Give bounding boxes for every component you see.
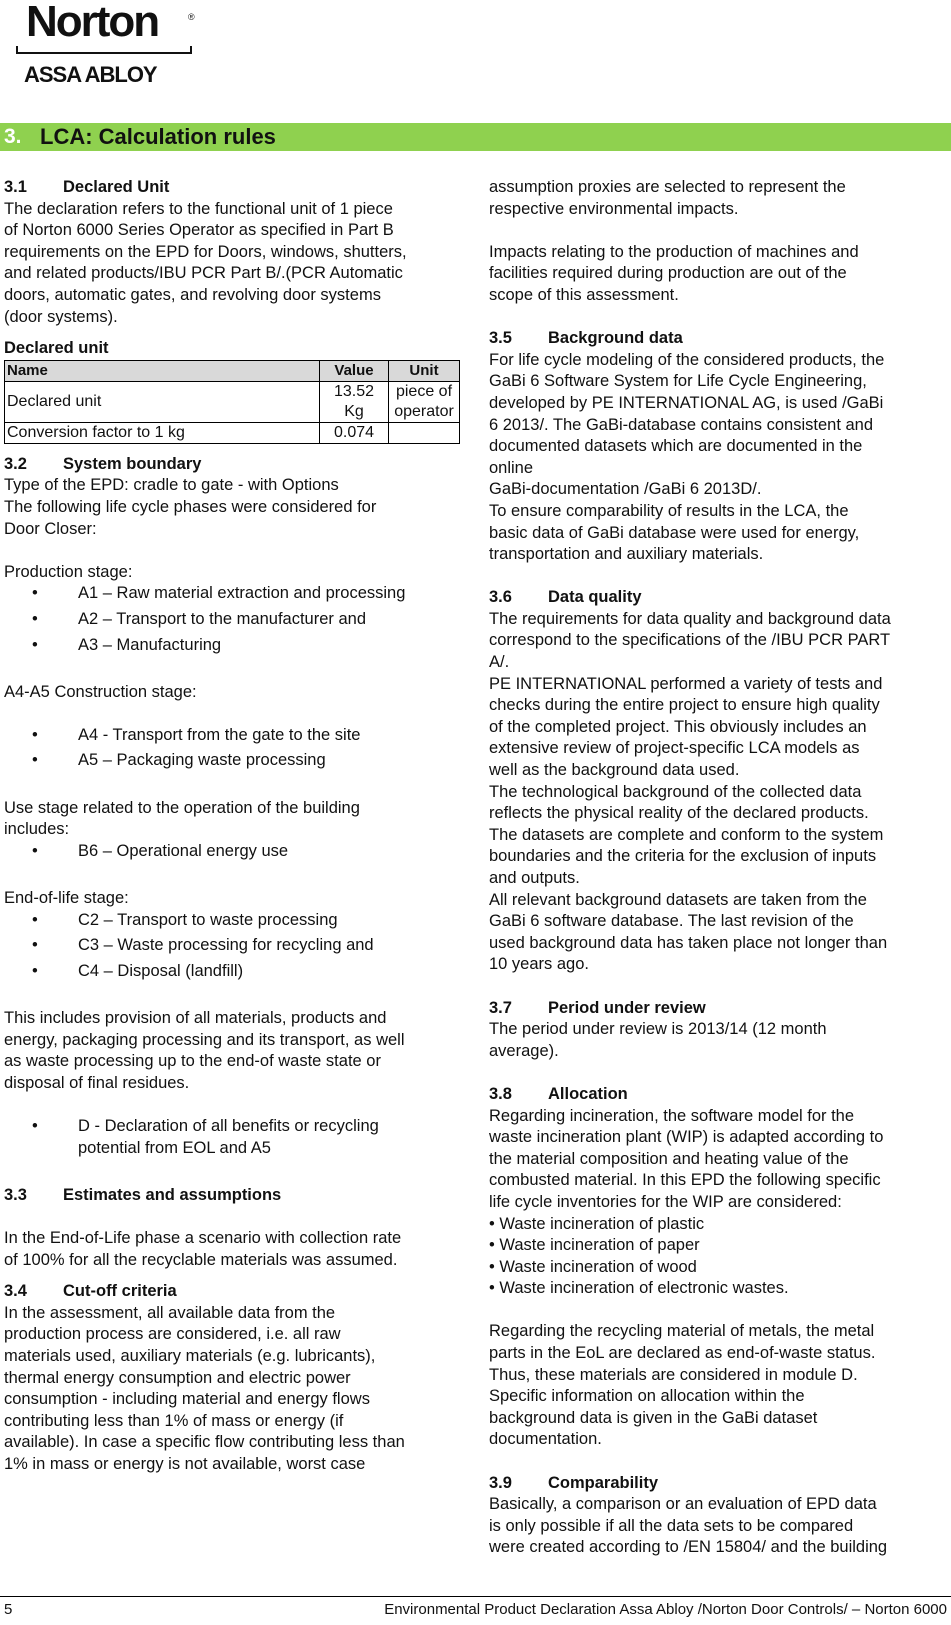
text-line: disposal of final residues. bbox=[4, 1073, 190, 1092]
text-line: documented datasets which are documented in the bbox=[489, 437, 863, 456]
text-line: life cycle inventories for the WIP are considered: bbox=[489, 1192, 842, 1211]
content bbox=[489, 566, 947, 588]
production-list bbox=[4, 583, 462, 656]
text-line: Thus, these materials are considered in module D. bbox=[489, 1365, 858, 1384]
text-line: of the completed project. This obviously includes an bbox=[489, 717, 867, 736]
text-line: Use stage related to the operation of the building bbox=[4, 798, 360, 817]
text-line: reflects the physical reality of the declared products. bbox=[489, 804, 869, 823]
content bbox=[389, 381, 460, 422]
content: 13.52 Kg bbox=[320, 381, 389, 422]
content: D - Declaration of all benefits or recycling bbox=[78, 1116, 379, 1135]
content bbox=[489, 976, 947, 998]
text-line: includes: bbox=[4, 820, 70, 839]
text-line: 1% in mass or energy is not available, worst case bbox=[4, 1454, 366, 1473]
list-item: • C3 – Waste processing for recycling and bbox=[4, 935, 462, 957]
heading-3-3 bbox=[4, 1185, 462, 1207]
text-line: (door systems). bbox=[4, 307, 118, 326]
text-line: of 100% for all the recyclable materials was assumed. bbox=[4, 1250, 398, 1269]
construction-stage-label: A4-A5 Construction stage: bbox=[4, 682, 197, 701]
content bbox=[4, 703, 462, 725]
content: 3.8 bbox=[489, 1084, 512, 1103]
content: 3.2 bbox=[4, 454, 27, 473]
text-line: assumption proxies are selected to represent the bbox=[489, 178, 846, 196]
text-line: boundaries and the criteria for the exclusion of inputs bbox=[489, 847, 877, 866]
content: Unit bbox=[389, 360, 460, 381]
text-line: 6 2013/. The GaBi-database contains consistent and bbox=[489, 415, 874, 434]
list-item: • A4 - Transport from the gate to the site bbox=[4, 725, 462, 747]
text-line: used background data has taken place not longer than bbox=[489, 933, 888, 952]
text-line: The following life cycle phases were considered for bbox=[4, 497, 377, 516]
section-title: LCA: Calculation rules bbox=[40, 124, 276, 149]
text-line: All relevant background datasets are taken from the bbox=[489, 890, 867, 909]
logo-registered-mark: ® bbox=[188, 12, 195, 22]
content: System boundary bbox=[63, 454, 202, 473]
list-item bbox=[4, 1116, 462, 1159]
use-list bbox=[4, 841, 462, 863]
text-line: GaBi 6 software database. The last revision of the bbox=[489, 912, 854, 931]
content bbox=[4, 1206, 462, 1228]
heading-3-1 bbox=[4, 177, 462, 199]
content: 3.3 bbox=[4, 1185, 27, 1204]
right-column bbox=[489, 177, 947, 1559]
text-line: In the End-of-Life phase a scenario with collection rate bbox=[4, 1228, 402, 1247]
text-line: as waste processing up to the end-of waste state or bbox=[4, 1052, 381, 1071]
section-heading-bar bbox=[0, 123, 951, 151]
content: 3.6 bbox=[489, 588, 512, 607]
list-item: • C4 – Disposal (landfill) bbox=[4, 961, 462, 983]
content: potential from EOL and A5 bbox=[78, 1138, 271, 1157]
text-line: Regarding the recycling material of metals, the metal bbox=[489, 1322, 875, 1341]
text-line: parts in the EoL are declared as end-of-waste status. bbox=[489, 1344, 876, 1363]
text-line: To ensure comparability of results in the LCA, the bbox=[489, 501, 849, 520]
left-column bbox=[4, 177, 462, 1475]
text-line: In the assessment, all available data from the bbox=[4, 1303, 336, 1322]
content: 0.074 bbox=[320, 422, 389, 443]
eol-stage-label: End-of-life stage: bbox=[4, 889, 129, 908]
text-line: available). In case a specific flow contributing less than bbox=[4, 1433, 405, 1452]
text-line: • Waste incineration of paper bbox=[489, 1236, 700, 1255]
table-header-row bbox=[5, 360, 460, 381]
text-line: • Waste incineration of electronic wastes. bbox=[489, 1279, 789, 1298]
text-line: The period under review is 2013/14 (12 month bbox=[489, 1020, 827, 1039]
text-line: documentation. bbox=[489, 1430, 602, 1449]
content: Background data bbox=[548, 329, 683, 348]
content bbox=[489, 220, 947, 242]
module-d-list bbox=[4, 1116, 462, 1159]
content: Conversion factor to 1 kg bbox=[5, 422, 320, 443]
content bbox=[4, 986, 462, 1008]
heading-3-5 bbox=[489, 328, 947, 350]
table-row bbox=[5, 381, 460, 422]
content: piece of bbox=[395, 382, 453, 400]
text-line: transportation and auxiliary materials. bbox=[489, 545, 764, 564]
text-line: The datasets are complete and conform to the system bbox=[489, 825, 884, 844]
content: 3.1 bbox=[4, 178, 27, 196]
text-line: The requirements for data quality and background data bbox=[489, 609, 891, 628]
content: Name bbox=[5, 360, 320, 381]
logo-bracket bbox=[16, 46, 192, 54]
table-row bbox=[5, 422, 460, 443]
content bbox=[4, 1271, 462, 1281]
text-line: basic data of GaBi database were used for energy, bbox=[489, 523, 860, 542]
content bbox=[489, 1451, 947, 1473]
text-line: and related products/IBU PCR Part B/.(PCR Automatic bbox=[4, 264, 403, 283]
content bbox=[4, 866, 462, 888]
text-line: doors, automatic gates, and revolving door systems bbox=[4, 285, 381, 304]
content: 3.7 bbox=[489, 998, 512, 1017]
heading-3-8 bbox=[489, 1084, 947, 1106]
text-line: of Norton 6000 Series Operator as specified in Part B bbox=[4, 221, 394, 240]
content: Estimates and assumptions bbox=[63, 1185, 282, 1204]
text-line: average). bbox=[489, 1041, 559, 1060]
text-line: contributing less than 1% of mass or energy (if bbox=[4, 1411, 344, 1430]
content: Allocation bbox=[548, 1084, 628, 1103]
logo-parent: ASSA ABLOY bbox=[24, 62, 157, 87]
footer-text: Environmental Product Declaration Assa Abloy /Norton Door Controls/ – Norton 6000 bbox=[384, 1601, 947, 1618]
text-line: scope of this assessment. bbox=[489, 285, 679, 304]
text-line: 10 years ago. bbox=[489, 955, 589, 974]
heading-3-6 bbox=[489, 587, 947, 609]
content bbox=[4, 1094, 462, 1116]
content: 3.4 bbox=[4, 1282, 27, 1301]
table-caption: Declared unit bbox=[4, 339, 109, 358]
text-line: The declaration refers to the functional unit of 1 piece bbox=[4, 199, 393, 218]
content bbox=[4, 540, 462, 562]
text-line: requirements on the EPD for Doors, windows, shutters, bbox=[4, 242, 407, 261]
text-line: Impacts relating to the production of machines and bbox=[489, 242, 859, 261]
declared-unit-text bbox=[4, 199, 462, 329]
heading-3-7 bbox=[489, 998, 947, 1020]
content: operator bbox=[394, 402, 454, 420]
norton-assa-abloy-logo bbox=[14, 0, 195, 90]
text-line: This includes provision of all materials, products and bbox=[4, 1009, 387, 1027]
text-line: well as the background data used. bbox=[489, 761, 740, 780]
text-line: PE INTERNATIONAL performed a variety of tests and bbox=[489, 674, 883, 693]
content bbox=[4, 1163, 462, 1185]
content: Value bbox=[320, 360, 389, 381]
text-line: waste incineration plant (WIP) is adapted according to bbox=[489, 1128, 884, 1147]
text-line: facilities required during production are out of the bbox=[489, 264, 847, 283]
text-line: Type of the EPD: cradle to gate - with Options bbox=[4, 476, 339, 495]
content: Declared Unit bbox=[63, 178, 170, 196]
production-stage-label: Production stage: bbox=[4, 562, 133, 581]
content: Declared unit bbox=[5, 381, 320, 422]
list-item: • A5 – Packaging waste processing bbox=[4, 750, 462, 772]
heading-3-4 bbox=[4, 1281, 462, 1303]
heading-3-2 bbox=[4, 454, 462, 476]
text-line: combusted material. In this EPD the following specific bbox=[489, 1171, 881, 1190]
content: 3.9 bbox=[489, 1473, 512, 1492]
heading-3-9 bbox=[489, 1473, 947, 1495]
list-item: • B6 – Operational energy use bbox=[4, 841, 462, 863]
footer-divider bbox=[0, 1596, 951, 1597]
text-line: • Waste incineration of wood bbox=[489, 1257, 697, 1276]
text-line: developed by PE INTERNATIONAL AG, is used /GaBi bbox=[489, 393, 884, 412]
content bbox=[489, 1300, 947, 1322]
text-line: were created according to /EN 15804/ and the building bbox=[489, 1538, 888, 1557]
content: Comparability bbox=[548, 1473, 659, 1492]
content: 3.5 bbox=[489, 329, 512, 348]
text-line: GaBi 6 Software System for Life Cycle Engineering, bbox=[489, 372, 867, 391]
content bbox=[4, 776, 462, 798]
text-line: the material composition and heating value of the bbox=[489, 1149, 849, 1168]
content bbox=[489, 307, 947, 329]
text-line: consumption - including material and energy flows bbox=[4, 1390, 370, 1409]
text-line: extensive review of project-specific LCA models as bbox=[489, 739, 860, 758]
content bbox=[489, 1062, 947, 1084]
text-line: Basically, a comparison or an evaluation of EPD data bbox=[489, 1495, 877, 1514]
text-line: is only possible if all the data sets to be compared bbox=[489, 1516, 854, 1535]
text-line: production process are considered, i.e. all raw bbox=[4, 1325, 341, 1344]
text-line: respective environmental impacts. bbox=[489, 199, 739, 218]
text-line: correspond to the specifications of the /IBU PCR PART bbox=[489, 631, 891, 650]
declared-unit-table bbox=[4, 360, 460, 444]
list-item: • A3 – Manufacturing bbox=[4, 635, 462, 657]
eol-list bbox=[4, 910, 462, 983]
text-line: • Waste incineration of plastic bbox=[489, 1214, 705, 1233]
text-line: thermal energy consumption and electric power bbox=[4, 1368, 351, 1387]
text-line: and outputs. bbox=[489, 869, 580, 887]
text-line: For life cycle modeling of the considered products, the bbox=[489, 350, 885, 369]
content: Period under review bbox=[548, 998, 706, 1017]
text-line: A/. bbox=[489, 653, 510, 672]
text-line: checks during the entire project to ensure high quality bbox=[489, 696, 880, 715]
text-line: Door Closer: bbox=[4, 519, 97, 538]
list-item: • C2 – Transport to waste processing bbox=[4, 910, 462, 932]
text-line: The technological background of the collected data bbox=[489, 782, 862, 801]
text-line: online bbox=[489, 458, 534, 477]
text-line: Regarding incineration, the software model for the bbox=[489, 1106, 855, 1125]
page-number: 5 bbox=[4, 1601, 13, 1618]
text-line: GaBi-documentation /GaBi 6 2013D/. bbox=[489, 480, 762, 499]
content bbox=[4, 328, 462, 338]
content bbox=[389, 422, 460, 443]
text-line: Specific information on allocation within the bbox=[489, 1387, 805, 1406]
construction-list bbox=[4, 725, 462, 772]
content bbox=[4, 444, 462, 454]
content: Cut-off criteria bbox=[63, 1282, 177, 1301]
list-item: • A1 – Raw material extraction and processing bbox=[4, 583, 462, 605]
list-item: • A2 – Transport to the manufacturer and bbox=[4, 609, 462, 631]
content: Data quality bbox=[548, 588, 642, 607]
content bbox=[4, 660, 462, 682]
section-number: 3. bbox=[4, 125, 22, 148]
text-line: energy, packaging processing and its transport, as well bbox=[4, 1030, 405, 1049]
text-line: background data is given in the GaBi dataset bbox=[489, 1408, 818, 1427]
text-line: materials used, auxiliary materials (e.g. lubricants), bbox=[4, 1346, 376, 1365]
logo-brand: Norton bbox=[26, 0, 159, 46]
